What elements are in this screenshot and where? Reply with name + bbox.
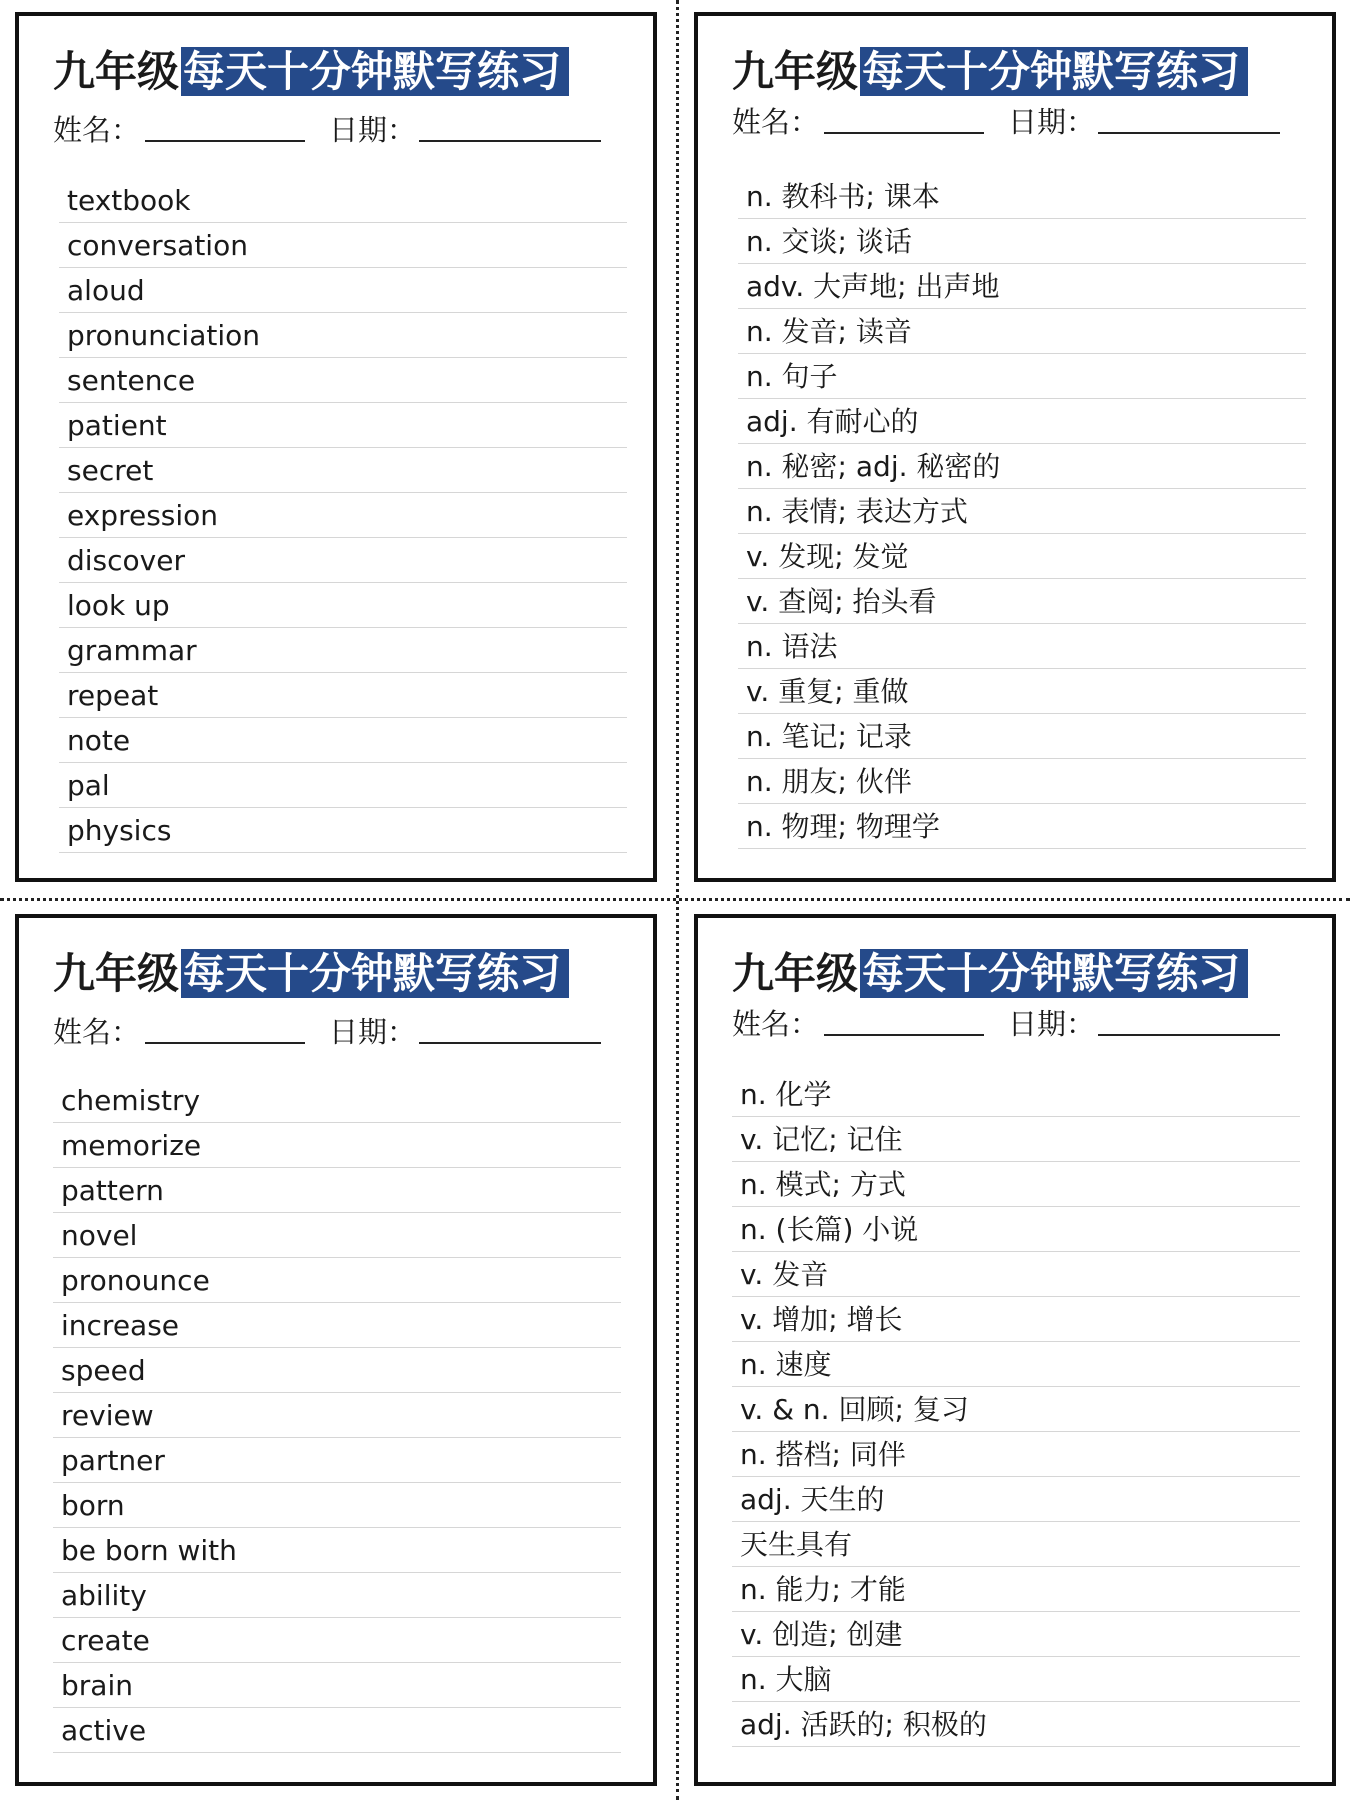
word-item: n. 模式; 方式 (732, 1162, 1300, 1207)
name-blank (824, 1034, 984, 1036)
word-item: n. 秘密; adj. 秘密的 (738, 444, 1306, 489)
word-list (738, 174, 1306, 849)
name-label: 姓名： (732, 105, 820, 139)
word-item: n. 能力; 才能 (732, 1567, 1300, 1612)
word-item: n. 物理; 物理学 (738, 804, 1306, 849)
word-item: v. 记忆; 记住 (732, 1117, 1300, 1162)
title-highlight: 每天十分钟默写练习 (860, 949, 1248, 998)
date-blank (419, 140, 601, 142)
word-item: active (53, 1708, 621, 1753)
word-list (732, 1072, 1300, 1747)
name-blank (145, 140, 305, 142)
word-item: n. 搭档; 同伴 (732, 1432, 1300, 1477)
title-grade: 九年级 (53, 949, 180, 998)
word-item: 天生具有 (732, 1522, 1300, 1567)
word-item: v. 重复; 重做 (738, 669, 1306, 714)
worksheet-card (694, 12, 1336, 882)
date-blank (1098, 132, 1280, 134)
word-item: n. 速度 (732, 1342, 1300, 1387)
word-item: n. 笔记; 记录 (738, 714, 1306, 759)
word-item: v. 发音 (732, 1252, 1300, 1297)
word-item: sentence (59, 358, 627, 403)
word-item: n. 发音; 读音 (738, 309, 1306, 354)
worksheet-card (15, 12, 657, 882)
word-item: v. & n. 回顾; 复习 (732, 1387, 1300, 1432)
name-blank (824, 132, 984, 134)
title-highlight: 每天十分钟默写练习 (860, 47, 1248, 96)
date-label: 日期： (1008, 1007, 1096, 1041)
word-item: adj. 活跃的; 积极的 (732, 1702, 1300, 1747)
worksheet-card (15, 914, 657, 1786)
word-item: conversation (59, 223, 627, 268)
word-item: n. 教科书; 课本 (738, 174, 1306, 219)
info-row (53, 1012, 613, 1052)
name-label: 姓名： (732, 1007, 820, 1041)
date-blank (419, 1042, 601, 1044)
title-highlight: 每天十分钟默写练习 (181, 47, 569, 96)
title-grade: 九年级 (732, 949, 859, 998)
word-item: speed (53, 1348, 621, 1393)
word-list (59, 178, 627, 853)
card-title (53, 948, 569, 1000)
word-item: secret (59, 448, 627, 493)
word-item: n. 大脑 (732, 1657, 1300, 1702)
date-label: 日期： (1008, 105, 1096, 139)
word-item: be born with (53, 1528, 621, 1573)
word-item: n. 语法 (738, 624, 1306, 669)
word-item: novel (53, 1213, 621, 1258)
word-list (53, 1078, 621, 1753)
word-item: n. 表情; 表达方式 (738, 489, 1306, 534)
word-item: v. 查阅; 抬头看 (738, 579, 1306, 624)
title-grade: 九年级 (53, 47, 180, 96)
info-row (732, 102, 1292, 142)
word-item: adj. 天生的 (732, 1477, 1300, 1522)
word-item: create (53, 1618, 621, 1663)
word-item: chemistry (53, 1078, 621, 1123)
word-item: v. 增加; 增长 (732, 1297, 1300, 1342)
word-item: adj. 有耐心的 (738, 399, 1306, 444)
word-item: review (53, 1393, 621, 1438)
card-title (732, 46, 1248, 98)
word-item: ability (53, 1573, 621, 1618)
word-item: physics (59, 808, 627, 853)
word-item: n. (长篇) 小说 (732, 1207, 1300, 1252)
word-item: n. 句子 (738, 354, 1306, 399)
word-item: n. 化学 (732, 1072, 1300, 1117)
date-label: 日期： (329, 113, 417, 147)
word-item: pattern (53, 1168, 621, 1213)
word-item: born (53, 1483, 621, 1528)
word-item: n. 朋友; 伙伴 (738, 759, 1306, 804)
word-item: patient (59, 403, 627, 448)
date-blank (1098, 1034, 1280, 1036)
worksheet-card (694, 914, 1336, 1786)
word-item: increase (53, 1303, 621, 1348)
word-item: partner (53, 1438, 621, 1483)
word-item: expression (59, 493, 627, 538)
word-item: textbook (59, 178, 627, 223)
word-item: n. 交谈; 谈话 (738, 219, 1306, 264)
word-item: note (59, 718, 627, 763)
name-label: 姓名： (53, 113, 141, 147)
word-item: pal (59, 763, 627, 808)
word-item: discover (59, 538, 627, 583)
title-grade: 九年级 (732, 47, 859, 96)
word-item: pronounce (53, 1258, 621, 1303)
word-item: aloud (59, 268, 627, 313)
name-blank (145, 1042, 305, 1044)
info-row (732, 1004, 1292, 1044)
name-label: 姓名： (53, 1015, 141, 1049)
word-item: v. 发现; 发觉 (738, 534, 1306, 579)
word-item: memorize (53, 1123, 621, 1168)
word-item: repeat (59, 673, 627, 718)
title-highlight: 每天十分钟默写练习 (181, 949, 569, 998)
info-row (53, 110, 613, 150)
word-item: adv. 大声地; 出声地 (738, 264, 1306, 309)
word-item: pronunciation (59, 313, 627, 358)
word-item: look up (59, 583, 627, 628)
card-title (732, 948, 1248, 1000)
card-title (53, 46, 569, 98)
word-item: v. 创造; 创建 (732, 1612, 1300, 1657)
word-item: grammar (59, 628, 627, 673)
horizontal-cut-line (0, 898, 1350, 901)
date-label: 日期： (329, 1015, 417, 1049)
word-item: brain (53, 1663, 621, 1708)
